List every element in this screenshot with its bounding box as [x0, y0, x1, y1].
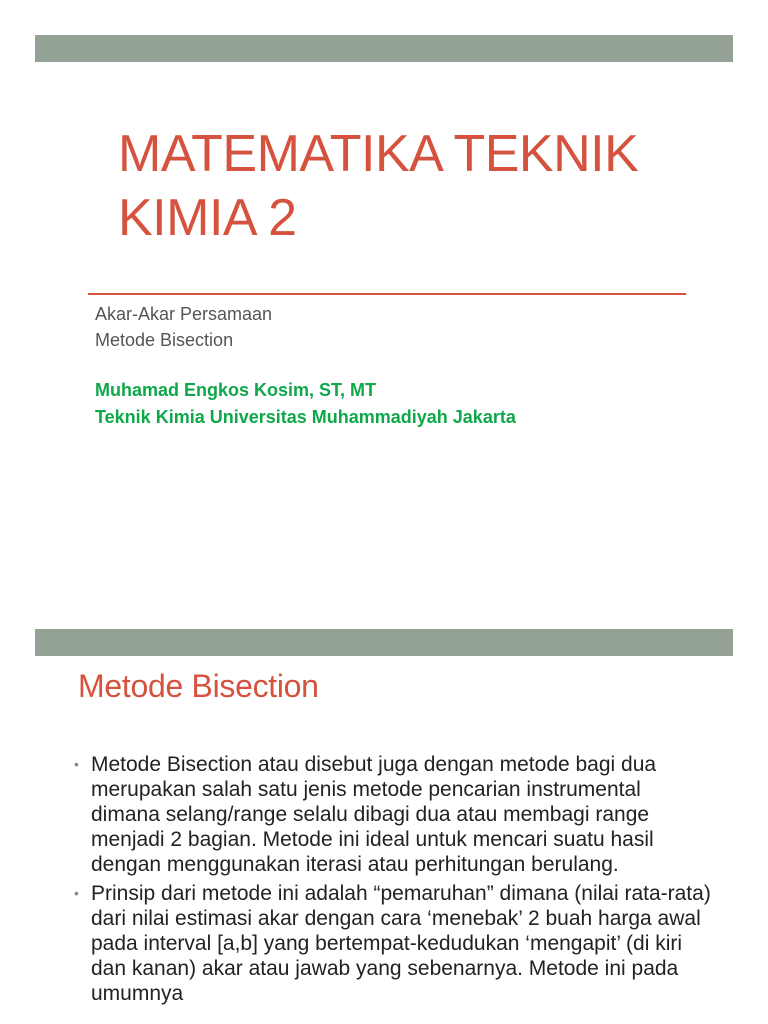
- bullet-text: Prinsip dari metode ini adalah “pemaruhan” dimana (nilai rata-rata) dari nilai estimasi akar dengan cara ‘menebak’ 2 buah harga awal pada interval [a,b] yang bertempat-kedudukan ‘mengapit’ (di kiri dan kanan) akar atau jawab yang sebenarnya. Metode ini pada umumnya: [91, 882, 711, 1005]
- list-item: [74, 881, 714, 1006]
- subtitle-line-2: Metode Bisection: [95, 330, 234, 350]
- subtitle-line-1: Akar-Akar Persamaan: [95, 304, 273, 324]
- slide-title: [118, 122, 698, 250]
- bullet-icon: •: [74, 756, 79, 772]
- author-name: Muhamad Engkos Kosim, ST, MT: [95, 380, 377, 400]
- list-item: [74, 752, 714, 877]
- bullet-list: [74, 752, 714, 1010]
- title-line-2: KIMIA 2: [118, 189, 297, 247]
- author-affiliation: Teknik Kimia Universitas Muhammadiyah Jakarta: [95, 407, 516, 427]
- subtitle: [95, 301, 272, 353]
- slide-title: Metode Bisection: [78, 668, 319, 704]
- slide-2: [0, 612, 768, 1024]
- bullet-icon: •: [74, 885, 79, 901]
- bullet-text: Metode Bisection atau disebut juga dengan metode bagi dua merupakan salah satu jenis metode pencarian instrumental dimana selang/range selalu dibagi dua atau membagi range menjadi 2 bagian. Metode ini ideal untuk mencari suatu hasil dengan menggunakan iterasi atau perhitungan berulang.: [91, 753, 657, 876]
- title-line-1: MATEMATIKA TEKNIK: [118, 125, 639, 183]
- header-bar: [35, 35, 733, 62]
- author-block: [95, 377, 516, 431]
- header-bar: [35, 629, 733, 656]
- title-divider: [88, 293, 686, 295]
